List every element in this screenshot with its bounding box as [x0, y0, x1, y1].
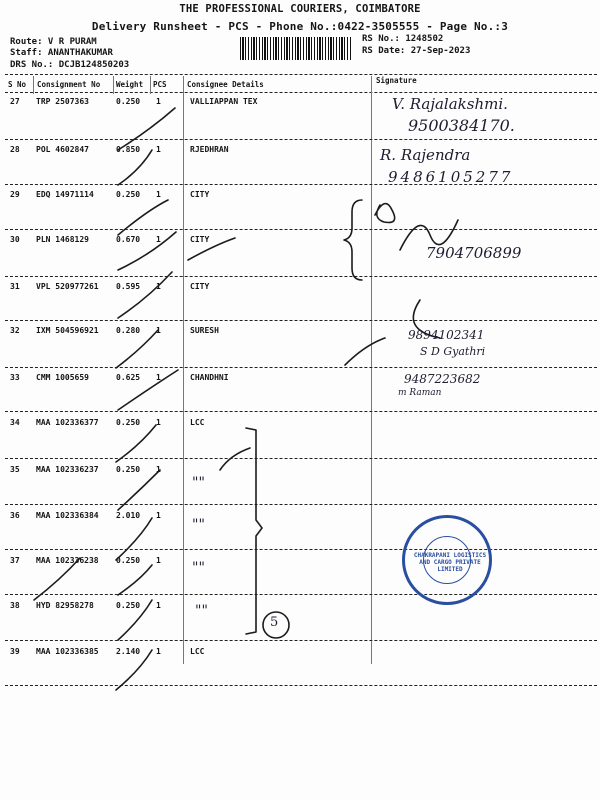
ditto-mark: ""	[192, 475, 205, 491]
runsheet-subtitle: Delivery Runsheet - PCS - Phone No.:0422-3505555 - Page No.:3	[91, 20, 509, 33]
consignment-cell: MAA 102336238	[36, 556, 99, 565]
weight-cell: 2.140	[116, 647, 141, 656]
pcs-cell: 1	[156, 556, 161, 565]
consignee-cell: CITY	[190, 235, 210, 244]
consignee-cell: VALLIAPPAN TEX	[190, 97, 258, 106]
tick-mark	[188, 238, 235, 260]
signature-scribble	[375, 204, 395, 223]
tick-mark	[118, 200, 168, 235]
col-header-sno: S No	[8, 80, 27, 89]
sno-cell: 34	[10, 418, 20, 427]
consignment-cell: MAA 102336237	[36, 465, 99, 474]
pcs-cell: 1	[156, 418, 161, 427]
col-header-signature: Signature	[376, 76, 417, 85]
pcs-cell: 1	[156, 326, 161, 335]
weight-cell: 0.595	[116, 282, 141, 291]
signature-text: V. Rajalakshmi.	[392, 95, 508, 113]
tick-mark	[34, 558, 80, 600]
sno-cell: 27	[10, 97, 20, 106]
tick-mark	[345, 338, 385, 365]
sno-cell: 30	[10, 235, 20, 244]
tick-mark	[116, 425, 156, 462]
consignee-cell: LCC	[190, 647, 205, 656]
phone-text: 9500384170.	[408, 116, 515, 135]
rs-date: RS Date: 27-Sep-2023	[362, 46, 471, 56]
weight-cell: 2.010	[116, 511, 141, 520]
brace-mark	[344, 200, 362, 280]
consignment-cell: HYD 82958278	[36, 601, 94, 610]
tick-mark	[118, 370, 178, 410]
pcs-cell: 1	[156, 190, 161, 199]
tick-mark	[116, 330, 158, 368]
pcs-cell: 1	[156, 97, 161, 106]
consignee-cell: CITY	[190, 190, 210, 199]
consignment-cell: VPL 520977261	[36, 282, 99, 291]
ditto-mark: ""	[192, 517, 205, 533]
weight-cell: 0.280	[116, 326, 141, 335]
pcs-cell: 1	[156, 465, 161, 474]
consignment-cell: IXM 504596921	[36, 326, 99, 335]
consignment-cell: EDQ 14971114	[36, 190, 94, 199]
sno-cell: 37	[10, 556, 20, 565]
phone-text: 9486105277	[388, 168, 514, 186]
tick-mark	[118, 108, 175, 150]
drs-number: DRS No.: DCJB124850203	[10, 60, 130, 70]
sno-cell: 36	[10, 511, 20, 520]
pcs-cell: 1	[156, 235, 161, 244]
col-header-consignee: Consignee Details	[187, 80, 264, 89]
consignee-cell: LCC	[190, 418, 205, 427]
weight-cell: 0.670	[116, 235, 141, 244]
consignment-cell: MAA 102336385	[36, 647, 99, 656]
tick-mark	[116, 518, 152, 560]
weight-cell: 0.250	[116, 556, 141, 565]
signature-text: R. Rajendra	[380, 146, 471, 164]
consignment-cell: MAA 102336384	[36, 511, 99, 520]
tick-mark	[118, 272, 172, 318]
phone-text: 9894102341	[408, 328, 485, 342]
consignment-cell: MAA 102336377	[36, 418, 99, 427]
weight-cell: 0.250	[116, 418, 141, 427]
signature-text: m Raman	[398, 388, 442, 398]
consignee-cell: CHANDHNI	[190, 373, 229, 382]
bracket-mark	[246, 428, 262, 634]
consignment-cell: POL 4602847	[36, 145, 89, 154]
tick-mark	[118, 470, 160, 510]
pcs-cell: 1	[156, 145, 161, 154]
ditto-mark: ""	[195, 603, 208, 619]
phone-text: 7904706899	[426, 244, 522, 262]
sno-cell: 35	[10, 465, 20, 474]
pcs-cell: 1	[156, 647, 161, 656]
staff-label: Staff: ANANTHAKUMAR	[10, 48, 113, 58]
page-title: THE PROFESSIONAL COURIERS, COIMBATORE	[179, 3, 421, 15]
sno-cell: 28	[10, 145, 20, 154]
consignee-cell: CITY	[190, 282, 210, 291]
consignee-cell: SURESH	[190, 326, 219, 335]
tick-mark	[118, 150, 152, 185]
sno-cell: 38	[10, 601, 20, 610]
tick-mark	[220, 448, 250, 470]
weight-cell: 0.850	[116, 145, 141, 154]
tick-mark	[118, 232, 176, 270]
sno-cell: 33	[10, 373, 20, 382]
pcs-cell: 1	[156, 601, 161, 610]
sno-cell: 39	[10, 647, 20, 656]
tick-mark	[118, 565, 152, 595]
col-header-weight: Weight	[116, 80, 144, 89]
col-header-consignment: Consignment No	[37, 80, 101, 89]
route-label: Route: V R PURAM	[10, 37, 97, 47]
company-stamp	[402, 515, 492, 605]
pcs-cell: 1	[156, 373, 161, 382]
weight-cell: 0.250	[116, 97, 141, 106]
rs-number: RS No.: 1248502	[362, 34, 444, 44]
sno-cell: 29	[10, 190, 20, 199]
sno-cell: 31	[10, 282, 20, 291]
stamp-text: CHAKRAPANI LOGISTICS AND CARGO PRIVATE LIMITED	[413, 552, 487, 573]
signature-text: S D Gyathri	[420, 345, 486, 358]
consignment-cell: CMM 1005659	[36, 373, 89, 382]
weight-cell: 0.250	[116, 190, 141, 199]
weight-cell: 0.250	[116, 465, 141, 474]
consignment-cell: TRP 2507363	[36, 97, 89, 106]
consignee-cell: RJEDHRAN	[190, 145, 229, 154]
weight-cell: 0.625	[116, 373, 141, 382]
phone-text: 9487223682	[404, 372, 481, 386]
pcs-cell: 1	[156, 282, 161, 291]
weight-cell: 0.250	[116, 601, 141, 610]
count-number: 5	[270, 615, 279, 630]
consignment-cell: PLN 1468129	[36, 235, 89, 244]
tick-mark	[118, 600, 152, 640]
col-header-pcs: PCS	[153, 80, 167, 89]
ditto-mark: ""	[192, 560, 205, 576]
pcs-cell: 1	[156, 511, 161, 520]
tick-mark	[116, 650, 152, 690]
sno-cell: 32	[10, 326, 20, 335]
